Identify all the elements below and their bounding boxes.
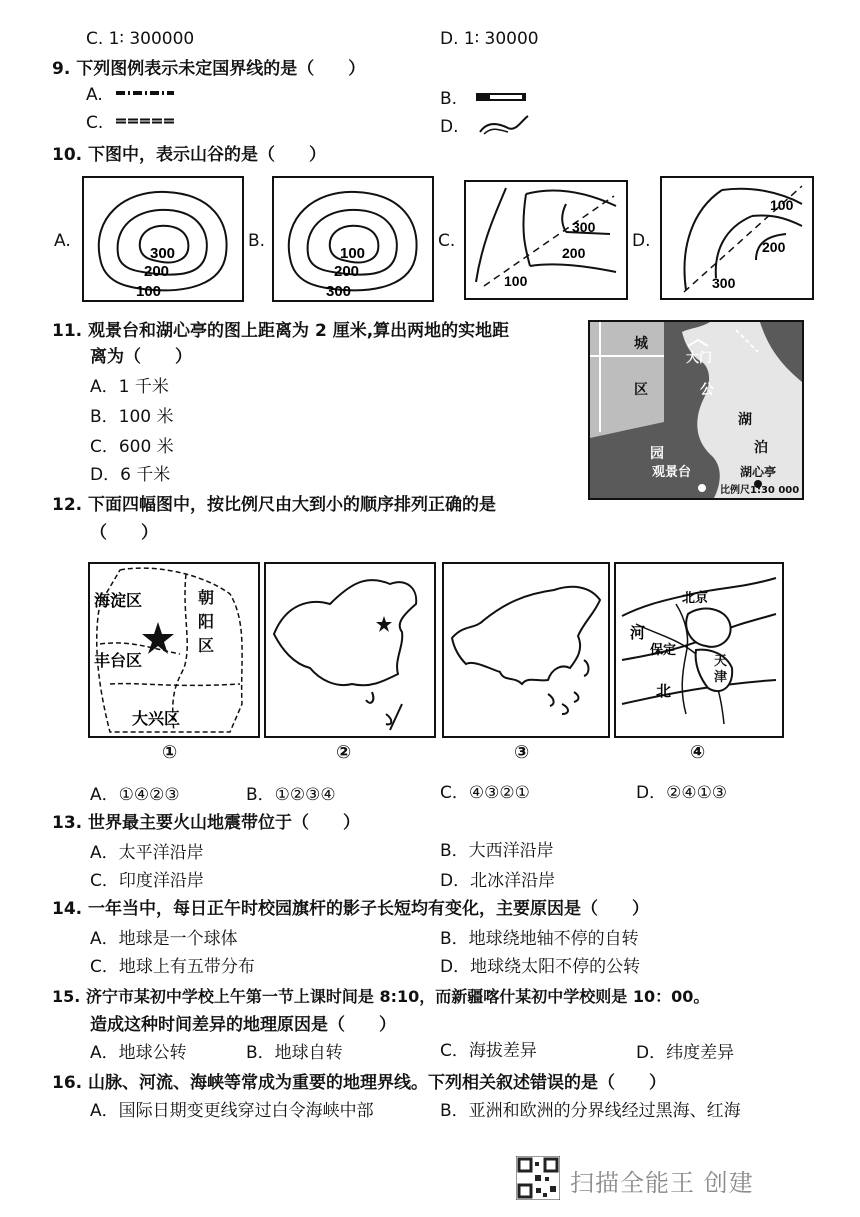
q13-option-b: B．大西洋沿岸 bbox=[440, 841, 554, 861]
q12-map4-baoding: 保定 bbox=[650, 643, 677, 658]
q11-map-label-yuan: 园 bbox=[650, 446, 664, 462]
q11-option-b: B．100 米 bbox=[90, 407, 174, 427]
q10-a-label-200: 200 bbox=[144, 263, 170, 280]
q15-stem-line2: 造成这种时间差异的地理原因是（ ） bbox=[90, 1015, 396, 1035]
q11-map-label-gong: 公 bbox=[700, 382, 714, 398]
qr-code-icon bbox=[516, 1156, 560, 1200]
q12-map-3 bbox=[442, 562, 610, 738]
q12-map4-bei: 北 bbox=[656, 682, 672, 700]
q11-map-label-gate: 大门 bbox=[686, 351, 713, 366]
q11-park-map bbox=[588, 320, 804, 500]
q11-map-label-bo: 泊 bbox=[754, 440, 768, 456]
q12-map4-beijing: 北京 bbox=[682, 591, 709, 606]
q12-map4-he: 河 bbox=[630, 624, 646, 642]
q11-option-c: C．600 米 bbox=[90, 437, 174, 457]
q16-option-a: A．国际日期变更线穿过白令海峡中部 bbox=[90, 1101, 374, 1121]
q10-stem: 10. 下图中，表示山谷的是（ ） bbox=[52, 145, 327, 165]
q8-option-c: C. 1∶ 300000 bbox=[86, 29, 195, 49]
q10-c-label-100: 100 bbox=[504, 273, 528, 289]
q14-option-b: B．地球绕地轴不停的自转 bbox=[440, 929, 639, 949]
legend-a-icon bbox=[114, 86, 176, 100]
q10-map-c bbox=[464, 180, 628, 300]
q12-caption-4: ④ bbox=[690, 742, 706, 763]
q12-option-b: B．①②③④ bbox=[246, 785, 336, 805]
q12-map-4 bbox=[614, 562, 784, 738]
q12-caption-3: ③ bbox=[514, 742, 530, 763]
legend-d-icon bbox=[474, 110, 530, 138]
scanner-watermark: 扫描全能王 创建 bbox=[570, 1169, 754, 1197]
q11-stem-line1: 11. 观景台和湖心亭的图上距离为 2 厘米,算出两地的实地距 bbox=[52, 321, 510, 341]
q14-option-d: D．地球绕太阳不停的公转 bbox=[440, 957, 641, 977]
legend-b-icon bbox=[474, 90, 530, 104]
q14-option-c: C．地球上有五带分布 bbox=[90, 957, 255, 977]
q9-stem: 9. 下列图例表示未定国界线的是（ ） bbox=[52, 59, 366, 79]
q10-c-label-300: 300 bbox=[572, 219, 596, 235]
q13-stem: 13. 世界最主要火山地震带位于（ ） bbox=[52, 813, 361, 833]
q15-option-d: D．纬度差异 bbox=[636, 1043, 735, 1063]
q16-option-b: B．亚洲和欧洲的分界线经过黑海、红海 bbox=[440, 1101, 741, 1121]
q10-a-label-100: 100 bbox=[136, 283, 162, 300]
q10-label-b: B. bbox=[248, 231, 266, 251]
q15-option-b: B．地球自转 bbox=[246, 1043, 343, 1063]
q14-option-a: A．地球是一个球体 bbox=[90, 929, 238, 949]
q8-option-d: D. 1∶ 30000 bbox=[440, 29, 539, 49]
q11-map-label-pavilion: 湖心亭 bbox=[740, 465, 777, 479]
q11-option-a: A．1 千米 bbox=[90, 377, 169, 397]
q10-map-d bbox=[660, 176, 814, 300]
q10-map-a bbox=[82, 176, 244, 302]
q10-map-b bbox=[272, 176, 434, 302]
q10-a-label-300: 300 bbox=[150, 245, 176, 262]
q10-label-a: A. bbox=[54, 231, 71, 251]
q12-map4-tianjin: 天津 bbox=[714, 654, 728, 685]
q11-map-label-hu: 湖 bbox=[738, 412, 752, 428]
q12-map1-chaoyang: 朝阳区 bbox=[198, 588, 215, 655]
q11-map-label-cheng: 城 bbox=[634, 336, 648, 352]
q10-b-label-200: 200 bbox=[334, 263, 360, 280]
q13-option-a: A．太平洋沿岸 bbox=[90, 843, 204, 863]
q11-map-label-viewpoint: 观景台 bbox=[652, 465, 692, 480]
q9-option-a: A. bbox=[86, 85, 103, 105]
q15-option-a: A．地球公转 bbox=[90, 1043, 187, 1063]
q11-stem-line2: 离为（ ） bbox=[90, 347, 192, 367]
q10-d-label-100: 100 bbox=[770, 197, 794, 213]
q16-stem: 16. 山脉、河流、海峡等常成为重要的地理界线。下列相关叙述错误的是（ ） bbox=[52, 1073, 667, 1093]
q12-option-d: D．②④①③ bbox=[636, 783, 728, 803]
q13-option-c: C．印度洋沿岸 bbox=[90, 871, 204, 891]
q12-map1-fengtai: 丰台区 bbox=[94, 651, 143, 670]
q10-d-label-200: 200 bbox=[762, 239, 786, 255]
q10-b-label-100: 100 bbox=[340, 245, 366, 262]
q10-label-c: C. bbox=[438, 231, 456, 251]
q15-option-c: C．海拔差异 bbox=[440, 1041, 537, 1061]
q10-label-d: D. bbox=[632, 231, 651, 251]
q10-c-label-200: 200 bbox=[562, 245, 586, 261]
q12-stem-line2: （ ） bbox=[90, 523, 158, 543]
legend-c-icon bbox=[114, 114, 176, 128]
q11-map-label-qu: 区 bbox=[634, 382, 648, 398]
q12-map-1 bbox=[88, 562, 260, 738]
q9-option-b: B. bbox=[440, 89, 458, 109]
q12-caption-2: ② bbox=[336, 742, 352, 763]
q12-map1-haidian: 海淀区 bbox=[94, 591, 143, 610]
q13-option-d: D．北冰洋沿岸 bbox=[440, 871, 556, 891]
q15-stem-line1: 15. 济宁市某初中学校上午第一节上课时间是 8:10，而新疆喀什某初中学校则是 10：00。 bbox=[52, 987, 710, 1006]
q11-map-scale: 比例尺1:30 000 bbox=[720, 485, 800, 496]
q9-option-c: C. bbox=[86, 113, 104, 133]
q10-b-label-300: 300 bbox=[326, 283, 352, 300]
q10-d-label-300: 300 bbox=[712, 275, 736, 291]
q9-option-d: D. bbox=[440, 117, 459, 137]
q12-option-a: A．①④②③ bbox=[90, 785, 180, 805]
q12-stem-line1: 12. 下面四幅图中，按比例尺由大到小的顺序排列正确的是 bbox=[52, 495, 497, 515]
q12-map-2 bbox=[264, 562, 436, 738]
q12-caption-1: ① bbox=[162, 742, 178, 763]
q12-option-c: C．④③②① bbox=[440, 783, 530, 803]
q12-map1-daxing: 大兴区 bbox=[132, 709, 181, 728]
q14-stem: 14. 一年当中，每日正午时校园旗杆的影子长短均有变化，主要原因是（ ） bbox=[52, 899, 650, 919]
q11-option-d: D．6 千米 bbox=[90, 465, 171, 485]
